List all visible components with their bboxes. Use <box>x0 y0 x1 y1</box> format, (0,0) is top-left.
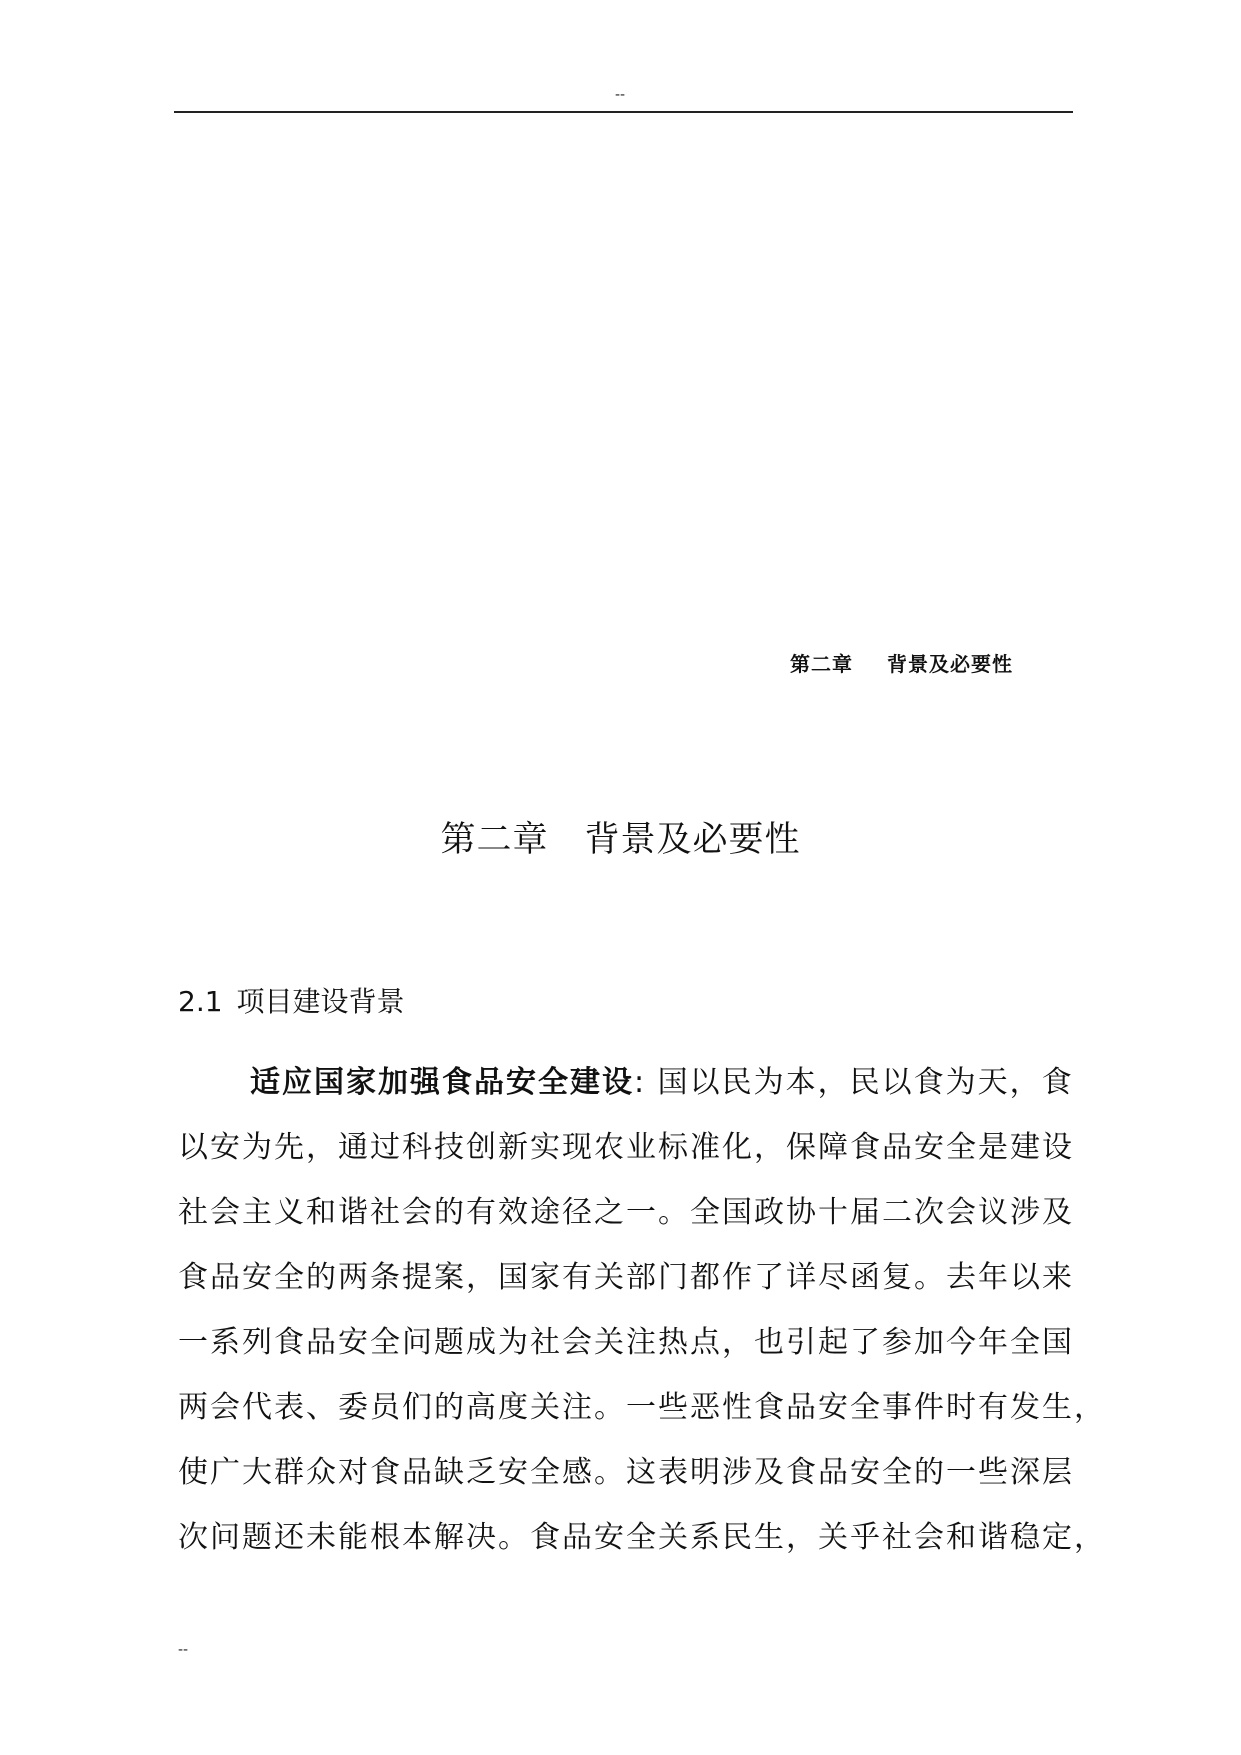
body-line: 两会代表、委员们的高度关注。一些恶性食品安全事件时有发生， <box>178 1390 1106 1425</box>
chapter-title-topic: 背景及必要性 <box>584 820 801 860</box>
running-title-topic: 背景及必要性 <box>887 652 1013 676</box>
section-heading <box>178 980 405 1020</box>
header-mark: -- <box>614 87 626 103</box>
paragraph-lead: 适应国家加强食品安全建设 <box>250 1065 634 1100</box>
footer-mark: -- <box>178 1642 189 1658</box>
body-line: 以安为先，通过科技创新实现农业标准化，保障食品安全是建设 <box>178 1130 1074 1165</box>
body-line: 社会主义和谐社会的有效途径之一。全国政协十届二次会议涉及 <box>178 1195 1074 1230</box>
section-number: 2.1 <box>178 985 223 1018</box>
chapter-title <box>0 812 1241 862</box>
chapter-title-number: 第二章 <box>440 820 549 860</box>
running-title-chapter: 第二章 <box>790 652 853 676</box>
body-line: 食品安全的两条提案，国家有关部门都作了详尽函复。去年以来 <box>178 1260 1074 1295</box>
body-paragraph <box>178 1050 1106 1570</box>
running-title <box>790 648 1013 677</box>
header-rule <box>174 111 1073 113</box>
first-line-rest: : 国以民为本，民以食为天，食 <box>634 1065 1074 1100</box>
body-line: 次问题还未能根本解决。食品安全关系民生，关乎社会和谐稳定， <box>178 1520 1106 1555</box>
body-line: 一系列食品安全问题成为社会关注热点，也引起了参加今年全国 <box>178 1325 1074 1360</box>
body-line: 使广大群众对食品缺乏安全感。这表明涉及食品安全的一些深层 <box>178 1455 1074 1490</box>
body-line <box>178 1050 1073 1115</box>
section-title: 项目建设背景 <box>236 985 405 1018</box>
